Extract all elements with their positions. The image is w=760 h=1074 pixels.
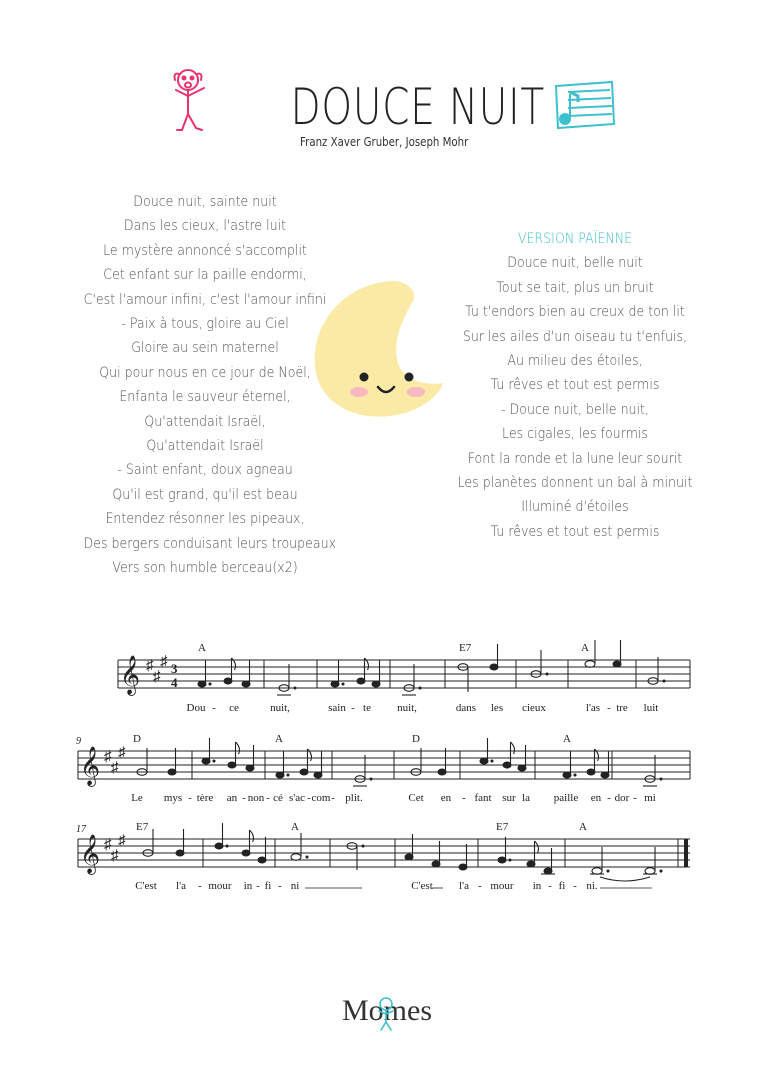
lyric-syllable: tère — [196, 792, 214, 804]
treble-clef-icon: 𝄞 — [80, 836, 101, 873]
lyric-syllable: non — [247, 792, 265, 804]
lyric-line: Douce nuit, belle nuit — [507, 255, 643, 272]
lyric-syllable: - — [573, 880, 577, 892]
lyric-syllable: cé — [273, 792, 283, 804]
lyric-line: Douce nuit, sainte nuit — [133, 194, 277, 210]
lyric-syllable: mour — [490, 880, 514, 892]
measure-number: 17 — [76, 824, 86, 835]
lyric-syllable: com — [311, 792, 331, 804]
treble-clef-icon: 𝄞 — [120, 657, 141, 694]
measure-number: 9 — [76, 736, 81, 747]
lyric-syllable: - — [242, 792, 246, 804]
lyric-syllable: - — [256, 880, 260, 892]
momes-mascot-icon — [375, 996, 397, 1032]
lyric-syllable: dor — [614, 792, 630, 804]
song-authors: Franz Xaver Gruber, Joseph Mohr — [300, 135, 469, 149]
svg-text:♯: ♯ — [111, 848, 119, 864]
lyric-syllable: en — [440, 792, 452, 804]
lyric-line: Enfanta le sauveur éternel, — [119, 389, 291, 406]
treble-clef-icon: 𝄞 — [80, 748, 101, 785]
lyric-syllable: Le — [131, 792, 143, 804]
chord-symbol: D — [133, 733, 141, 745]
lyric-syllable: sur — [502, 792, 516, 804]
lyric-syllable: nuit, — [397, 702, 417, 714]
lyric-syllable: sain — [328, 702, 346, 714]
smiling-moon-icon — [305, 275, 450, 425]
chord-symbol: A — [275, 733, 283, 745]
lyrics-verse-left — [70, 190, 340, 581]
lyric-syllable: la — [522, 792, 530, 804]
lyric-syllable: - — [278, 880, 282, 892]
chord-symbol: A — [581, 642, 589, 654]
chord-symbol: E7 — [496, 821, 509, 833]
lyric-syllable: dans — [455, 702, 477, 714]
lyric-syllable: en — [590, 792, 602, 804]
lyric-line: Dans les cieux, l'astre luit — [123, 218, 287, 235]
lyric-syllable: luit — [643, 702, 659, 714]
lyric-syllable: ni — [290, 880, 300, 892]
lyric-syllable: l'a — [459, 880, 469, 892]
svg-text:♯: ♯ — [104, 749, 112, 765]
lyric-syllable: les — [490, 702, 504, 714]
chord-symbol: A — [563, 733, 571, 745]
lyric-syllable: - — [307, 792, 311, 804]
lyric-syllable: - — [331, 792, 335, 804]
lyric-line: Illuminé d'étoiles — [521, 499, 629, 516]
logo-wordmark: Momes — [342, 994, 432, 1027]
chord-symbol: A — [579, 821, 587, 833]
lyrics-verse-right — [430, 227, 720, 544]
time-sig-bottom: 4 — [171, 675, 178, 690]
lyric-line: Les planètes donnent un bal à minuit — [457, 475, 693, 492]
version-title: VERSION PAÏENNE — [517, 231, 633, 247]
lyric-line: Cet enfant sur la paille endormi, — [103, 267, 307, 284]
lyric-line: - Douce nuit, belle nuit, — [501, 401, 649, 418]
lyric-syllable: Dou — [186, 702, 206, 714]
chord-symbol: A — [291, 821, 299, 833]
lyric-syllable: s'ac — [288, 792, 306, 804]
lyric-line: Vers son humble berceau(x2) — [112, 560, 298, 577]
lyric-line: Qu'il est grand, qu'il est beau — [112, 486, 298, 503]
lyric-syllable: in — [243, 880, 253, 892]
lyric-syllable: ce — [229, 702, 239, 714]
lyric-syllable: mys — [163, 792, 183, 804]
lyric-syllable: C'est — [411, 880, 433, 892]
time-sig-top: 3 — [171, 661, 178, 676]
chord-symbol: E7 — [136, 821, 149, 833]
lyric-syllable: - — [478, 880, 482, 892]
music-score — [0, 620, 760, 910]
chord-symbol: D — [412, 733, 420, 745]
lyric-syllable: tre — [616, 702, 628, 714]
lyric-line: - Paix à tous, gloire au Ciel — [121, 316, 289, 333]
lyric-line: Le mystère annoncé s'accomplit — [103, 242, 307, 259]
lyric-syllable: - — [548, 880, 552, 892]
lyric-line: Tout se tait, plus un bruit — [496, 279, 654, 296]
lyric-syllable: - — [462, 792, 466, 804]
svg-text:♯: ♯ — [153, 669, 161, 685]
chord-symbol: E7 — [459, 642, 472, 654]
lyric-line: Les cigales, les fourmis — [502, 426, 648, 443]
lyric-line: Tu rêves et tout est permis — [490, 523, 660, 540]
lyric-syllable: - — [607, 792, 611, 804]
lyric-syllable: nuit, — [270, 702, 290, 714]
lyric-syllable: mi — [644, 792, 656, 804]
lyric-line: Font la ronde et la lune leur sourit — [467, 450, 683, 467]
lyric-syllable: - — [188, 792, 192, 804]
lyric-syllable: - — [633, 792, 637, 804]
lyric-syllable: - — [266, 792, 270, 804]
svg-text:♯: ♯ — [118, 833, 126, 849]
score-system-3 — [76, 821, 690, 892]
lyric-syllable: fant — [474, 792, 492, 804]
lyric-line: C'est l'amour infini, c'est l'amour infini — [83, 291, 327, 308]
lyric-syllable: mour — [208, 880, 232, 892]
lyric-line: Qu'attendait Israël — [146, 438, 264, 455]
lyric-line: Au milieu des étoiles, — [507, 353, 643, 370]
lyric-line: - Saint enfant, doux agneau — [117, 462, 293, 479]
lyric-syllable: l'a — [176, 880, 186, 892]
lyric-syllable: plit. — [345, 792, 363, 804]
lyric-line: Des bergers conduisant leurs troupeaux — [83, 535, 337, 552]
song-title: DOUCE NUIT — [290, 78, 545, 136]
score-system-1 — [118, 640, 690, 714]
lyric-line: Qui pour nous en ce jour de Noël, — [99, 364, 311, 381]
music-sheet-icon — [548, 80, 618, 132]
singing-child-icon — [160, 64, 220, 144]
lyric-syllable: - — [212, 702, 216, 714]
lyric-syllable: - — [198, 880, 202, 892]
lyric-line: Qu'attendait Israël, — [144, 413, 266, 430]
lyric-line: Tu t'endors bien au creux de ton lit — [465, 304, 685, 321]
lyric-syllable: - — [607, 702, 611, 714]
lyric-syllable: - — [351, 702, 355, 714]
svg-text:♯: ♯ — [118, 745, 126, 761]
lyric-syllable: te — [363, 702, 371, 714]
lyric-syllable: l'as — [585, 702, 601, 714]
lyric-syllable: fi — [264, 880, 272, 892]
lyric-line: Tu rêves et tout est permis — [490, 377, 660, 394]
lyric-syllable: C'est — [135, 880, 157, 892]
lyric-syllable: an — [226, 792, 238, 804]
lyric-line: Entendez résonner les pipeaux, — [105, 511, 305, 528]
lyric-syllable: in — [532, 880, 542, 892]
lyric-line: Gloire au sein maternel — [131, 340, 279, 357]
svg-text:♯: ♯ — [160, 654, 168, 670]
svg-text:♯: ♯ — [111, 760, 119, 776]
svg-text:♯: ♯ — [146, 658, 154, 674]
score-system-2 — [76, 733, 690, 804]
lyric-syllable: Cet — [408, 792, 424, 804]
lyric-syllable: ni. — [586, 880, 598, 892]
lyric-line: Sur les ailes d'un oiseau tu t'enfuis, — [462, 328, 688, 345]
lyric-syllable: paille — [553, 792, 579, 804]
svg-text:♯: ♯ — [104, 837, 112, 853]
lyric-syllable: cieux — [522, 702, 546, 714]
lyric-syllable: fi — [558, 880, 566, 892]
chord-symbol: A — [198, 642, 206, 654]
